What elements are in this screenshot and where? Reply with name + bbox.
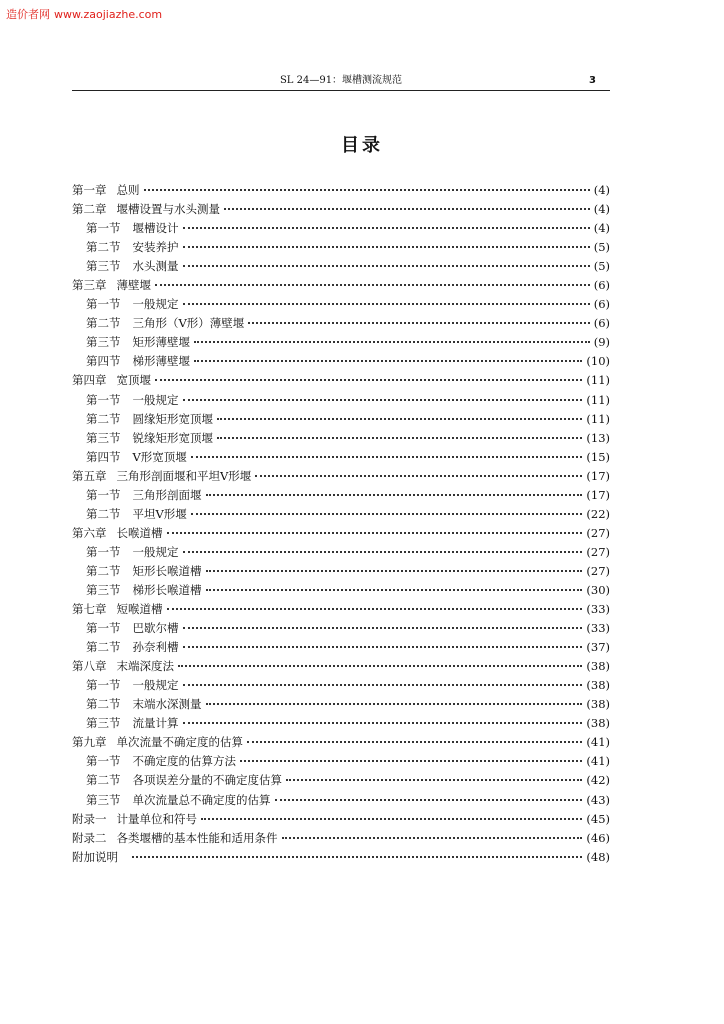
toc-section-row: [72, 695, 610, 714]
toc-entry-page: (33): [586, 602, 610, 617]
toc-section-row: [72, 791, 610, 810]
toc-entry-title: 总则: [116, 183, 140, 197]
toc-entry-label: 第三节: [86, 335, 121, 350]
toc-leader-dots: [167, 532, 583, 534]
toc-entry-title: 计量单位和符号: [116, 811, 197, 826]
toc-entry-page: (9): [593, 335, 610, 350]
toc-section-row: [72, 752, 610, 771]
toc-entry-page: (4): [593, 202, 610, 217]
toc-leader-dots: [194, 360, 582, 362]
toc-entry-page: (41): [586, 735, 610, 750]
toc-entry-page: (27): [586, 544, 610, 559]
toc-leader-dots: [255, 475, 582, 477]
toc-entry-title: 一般规定: [132, 544, 179, 559]
toc-entry-label: 第一节: [86, 754, 121, 769]
toc-entry-page: (17): [586, 487, 610, 502]
toc-entry-page: (10): [586, 354, 610, 369]
toc-entry-page: (38): [586, 697, 610, 712]
toc-entry-title: 流量计算: [132, 716, 179, 731]
toc-section-row: [72, 219, 610, 238]
toc-entry-title: 各项误差分量的不确定度估算: [132, 773, 282, 788]
toc-entry-page: (22): [586, 506, 610, 521]
toc-entry-title: 矩形长喉道槽: [132, 563, 202, 578]
toc-entry-title: 短喉道槽: [116, 602, 163, 617]
toc-entry-page: (5): [593, 240, 610, 255]
toc-entry-title: 水头测量: [132, 259, 179, 274]
toc-entry-label: 第二节: [86, 640, 121, 655]
toc-leader-dots: [206, 570, 583, 572]
toc-entry-title: 梯形薄壁堰: [132, 354, 190, 369]
toc-chapter-row: [72, 276, 610, 295]
toc-entry-page: (11): [586, 392, 610, 407]
toc-leader-dots: [217, 418, 582, 420]
toc-entry-title: 三角形剖面堰和平坦V形堰: [116, 468, 252, 483]
toc-entry-title: 一般规定: [132, 392, 179, 407]
toc-section-row: [72, 314, 610, 333]
toc-entry-label: 第三节: [86, 430, 121, 445]
toc-entry-label: 第二节: [86, 773, 121, 788]
watermark-url: www.zaojiazhe.com: [54, 8, 163, 21]
toc-section-row: [72, 771, 610, 790]
toc-entry-title: 各类堰槽的基本性能和适用条件: [116, 830, 278, 845]
toc-chapter-row: [72, 829, 610, 848]
toc-entry-title: 巴歇尔槽: [132, 621, 179, 636]
toc-entry-label: 第一节: [86, 544, 121, 559]
toc-entry-label: 第四节: [86, 354, 121, 369]
toc-leader-dots: [240, 760, 582, 762]
toc-chapter-row: [72, 733, 610, 752]
toc-entry-title: 三角形剖面堰: [132, 487, 202, 502]
toc-section-row: [72, 714, 610, 733]
toc-entry-title: 锐缘矩形宽顶堰: [132, 430, 213, 445]
toc-entry-title: 单次流量不确定度的估算: [116, 735, 243, 750]
toc-section-row: [72, 352, 610, 371]
toc-leader-dots: [183, 227, 590, 229]
toc-entry-page: (30): [586, 582, 610, 597]
toc-entry-page: (48): [586, 849, 610, 864]
toc-entry-page: (42): [586, 773, 610, 788]
toc-entry-label: 第二节: [86, 563, 121, 578]
toc-chapter-row: [72, 657, 610, 676]
toc-entry-label: 第三节: [86, 259, 121, 274]
toc-entry-label: 第二节: [86, 506, 121, 521]
toc-entry-page: (45): [586, 811, 610, 826]
toc-leader-dots: [206, 703, 583, 705]
toc-entry-title: 末端水深测量: [132, 697, 202, 712]
toc-entry-title: 长喉道槽: [116, 525, 163, 540]
toc-entry-label: 第一节: [86, 297, 121, 312]
toc-leader-dots: [183, 399, 583, 401]
toc-leader-dots: [282, 837, 583, 839]
toc-entry-label: 第一节: [86, 678, 121, 693]
toc-leader-dots: [183, 551, 583, 553]
toc-entry-page: (4): [593, 183, 610, 197]
toc-section-row: [72, 333, 610, 352]
toc-leader-dots: [194, 341, 590, 343]
toc-entry-title: 三角形（V形）薄壁堰: [132, 316, 245, 331]
toc-entry-label: 第七章: [72, 602, 107, 617]
toc-entry-title: 孙奈利槽: [132, 640, 179, 655]
toc-section-row: [72, 486, 610, 505]
toc-entry-label: 附录二: [72, 830, 107, 845]
toc-leader-dots: [217, 437, 582, 439]
toc-entry-page: (41): [586, 754, 610, 769]
toc-entry-title: 圆缘矩形宽顶堰: [132, 411, 213, 426]
toc-entry-label: 第一节: [86, 221, 121, 236]
toc-entry-page: (11): [586, 373, 610, 388]
toc-section-row: [72, 676, 610, 695]
toc-entry-label: 第二节: [86, 697, 121, 712]
toc-leader-dots: [247, 741, 582, 743]
toc-entry-page: (43): [586, 792, 610, 807]
page-title: 目录: [341, 135, 383, 156]
toc-section-row: [72, 562, 610, 581]
toc-entry-page: (17): [586, 468, 610, 483]
toc-entry-title: 末端深度法: [116, 659, 174, 674]
toc-entry-label: 第一节: [86, 392, 121, 407]
toc-chapter-row: [72, 467, 610, 486]
toc-entry-label: 第一节: [86, 487, 121, 502]
toc-entry-label: 第五章: [72, 468, 107, 483]
toc-chapter-row: [72, 200, 610, 219]
toc-entry-title: 堰槽设计: [132, 221, 179, 236]
toc-entry-page: (6): [593, 316, 610, 331]
toc-section-row: [72, 619, 610, 638]
toc-leader-dots: [275, 799, 583, 801]
toc-leader-dots: [183, 246, 590, 248]
toc-entry-title: 一般规定: [132, 678, 179, 693]
toc-leader-dots: [183, 627, 583, 629]
toc-entry-page: (33): [586, 621, 610, 636]
toc-entry-title: 不确定度的估算方法: [132, 754, 236, 769]
toc-section-row: [72, 429, 610, 448]
toc-section-row: [72, 505, 610, 524]
toc-entry-label: 第三节: [86, 582, 121, 597]
toc-entry-label: 第六章: [72, 525, 107, 540]
page-number: 3: [589, 75, 596, 86]
toc-section-row: [72, 257, 610, 276]
toc-leader-dots: [155, 284, 590, 286]
toc-leader-dots: [206, 589, 583, 591]
toc-entry-page: (27): [586, 525, 610, 540]
toc-section-row: [72, 238, 610, 257]
toc-leader-dots: [183, 722, 583, 724]
toc-chapter-row: [72, 810, 610, 829]
toc-section-row: [72, 543, 610, 562]
toc-entry-label: 第八章: [72, 659, 107, 674]
toc-leader-dots: [132, 856, 582, 858]
toc-leader-dots: [286, 779, 582, 781]
toc-leader-dots: [191, 513, 583, 515]
running-header: [72, 74, 610, 91]
toc-entry-label: 第九章: [72, 735, 107, 750]
toc-entry-page: (38): [586, 716, 610, 731]
toc-entry-label: 第三节: [86, 716, 121, 731]
toc-entry-title: 矩形薄壁堰: [132, 335, 190, 350]
toc-chapter-row: [72, 848, 610, 867]
toc-leader-dots: [183, 684, 583, 686]
toc-entry-page: (13): [586, 430, 610, 445]
toc-entry-page: (38): [586, 659, 610, 674]
toc-leader-dots: [178, 665, 582, 667]
toc-entry-label: 第三章: [72, 278, 107, 293]
toc-entry-label: 第四章: [72, 373, 107, 388]
toc-entry-page: (4): [593, 221, 610, 236]
toc-entry-page: (6): [593, 278, 610, 293]
toc-entry-title: 薄壁堰: [116, 278, 151, 293]
toc-section-row: [72, 581, 610, 600]
toc-entry-label: 第四节: [86, 449, 121, 464]
toc-leader-dots: [183, 646, 583, 648]
toc-entry-label: 第二章: [72, 202, 107, 217]
toc-entry-label: 第一节: [86, 621, 121, 636]
toc-entry-label: 第二节: [86, 411, 121, 426]
toc-leader-dots: [191, 456, 583, 458]
toc-entry-label: 附加说明: [72, 849, 118, 864]
toc-leader-dots: [167, 608, 583, 610]
toc-entry-title: 宽顶堰: [116, 373, 151, 388]
toc-entry-page: (37): [586, 640, 610, 655]
toc-section-row: [72, 410, 610, 429]
toc-entry-label: 附录一: [72, 811, 107, 826]
toc-entry-title: V形宽顶堰: [132, 449, 187, 464]
toc-entry-page: (6): [593, 297, 610, 312]
toc-chapter-row: [72, 524, 610, 543]
toc-entry-label: 第三节: [86, 792, 121, 807]
toc-leader-dots: [183, 303, 590, 305]
toc-leader-dots: [155, 379, 582, 381]
toc-leader-dots: [248, 322, 589, 324]
toc-entry-title: 梯形长喉道槽: [132, 582, 202, 597]
toc-chapter-row: [72, 181, 610, 200]
toc-entry-title: 平坦V形堰: [132, 506, 187, 521]
toc-entry-page: (38): [586, 678, 610, 693]
toc-leader-dots: [183, 265, 590, 267]
toc-entry-page: (11): [586, 411, 610, 426]
toc-entry-page: (15): [586, 449, 610, 464]
toc-entry-title: 单次流量总不确定度的估算: [132, 792, 271, 807]
toc-leader-dots: [144, 189, 590, 191]
toc-section-row: [72, 391, 610, 410]
toc-entry-title: 堰槽设置与水头测量: [116, 202, 220, 217]
toc-leader-dots: [201, 818, 582, 820]
watermark-site: 造价者网: [6, 8, 50, 21]
toc-leader-dots: [224, 208, 590, 210]
toc-entry-page: (5): [593, 259, 610, 274]
toc-leader-dots: [206, 494, 583, 496]
toc-entry-label: 第二节: [86, 316, 121, 331]
toc-section-row: [72, 448, 610, 467]
running-head-text: SL 24—91：堰槽测流规范: [279, 75, 403, 86]
toc-entry-page: (46): [586, 830, 610, 845]
toc-entry-page: (27): [586, 563, 610, 578]
toc-entry-title: 一般规定: [132, 297, 179, 312]
toc-section-row: [72, 295, 610, 314]
toc-section-row: [72, 638, 610, 657]
toc-entry-label: 第一章: [72, 183, 107, 197]
toc-chapter-row: [72, 600, 610, 619]
toc-chapter-row: [72, 371, 610, 390]
table-of-contents: [72, 181, 610, 867]
watermark: [6, 6, 162, 22]
toc-entry-label: 第二节: [86, 240, 121, 255]
toc-entry-title: 安装养护: [132, 240, 179, 255]
